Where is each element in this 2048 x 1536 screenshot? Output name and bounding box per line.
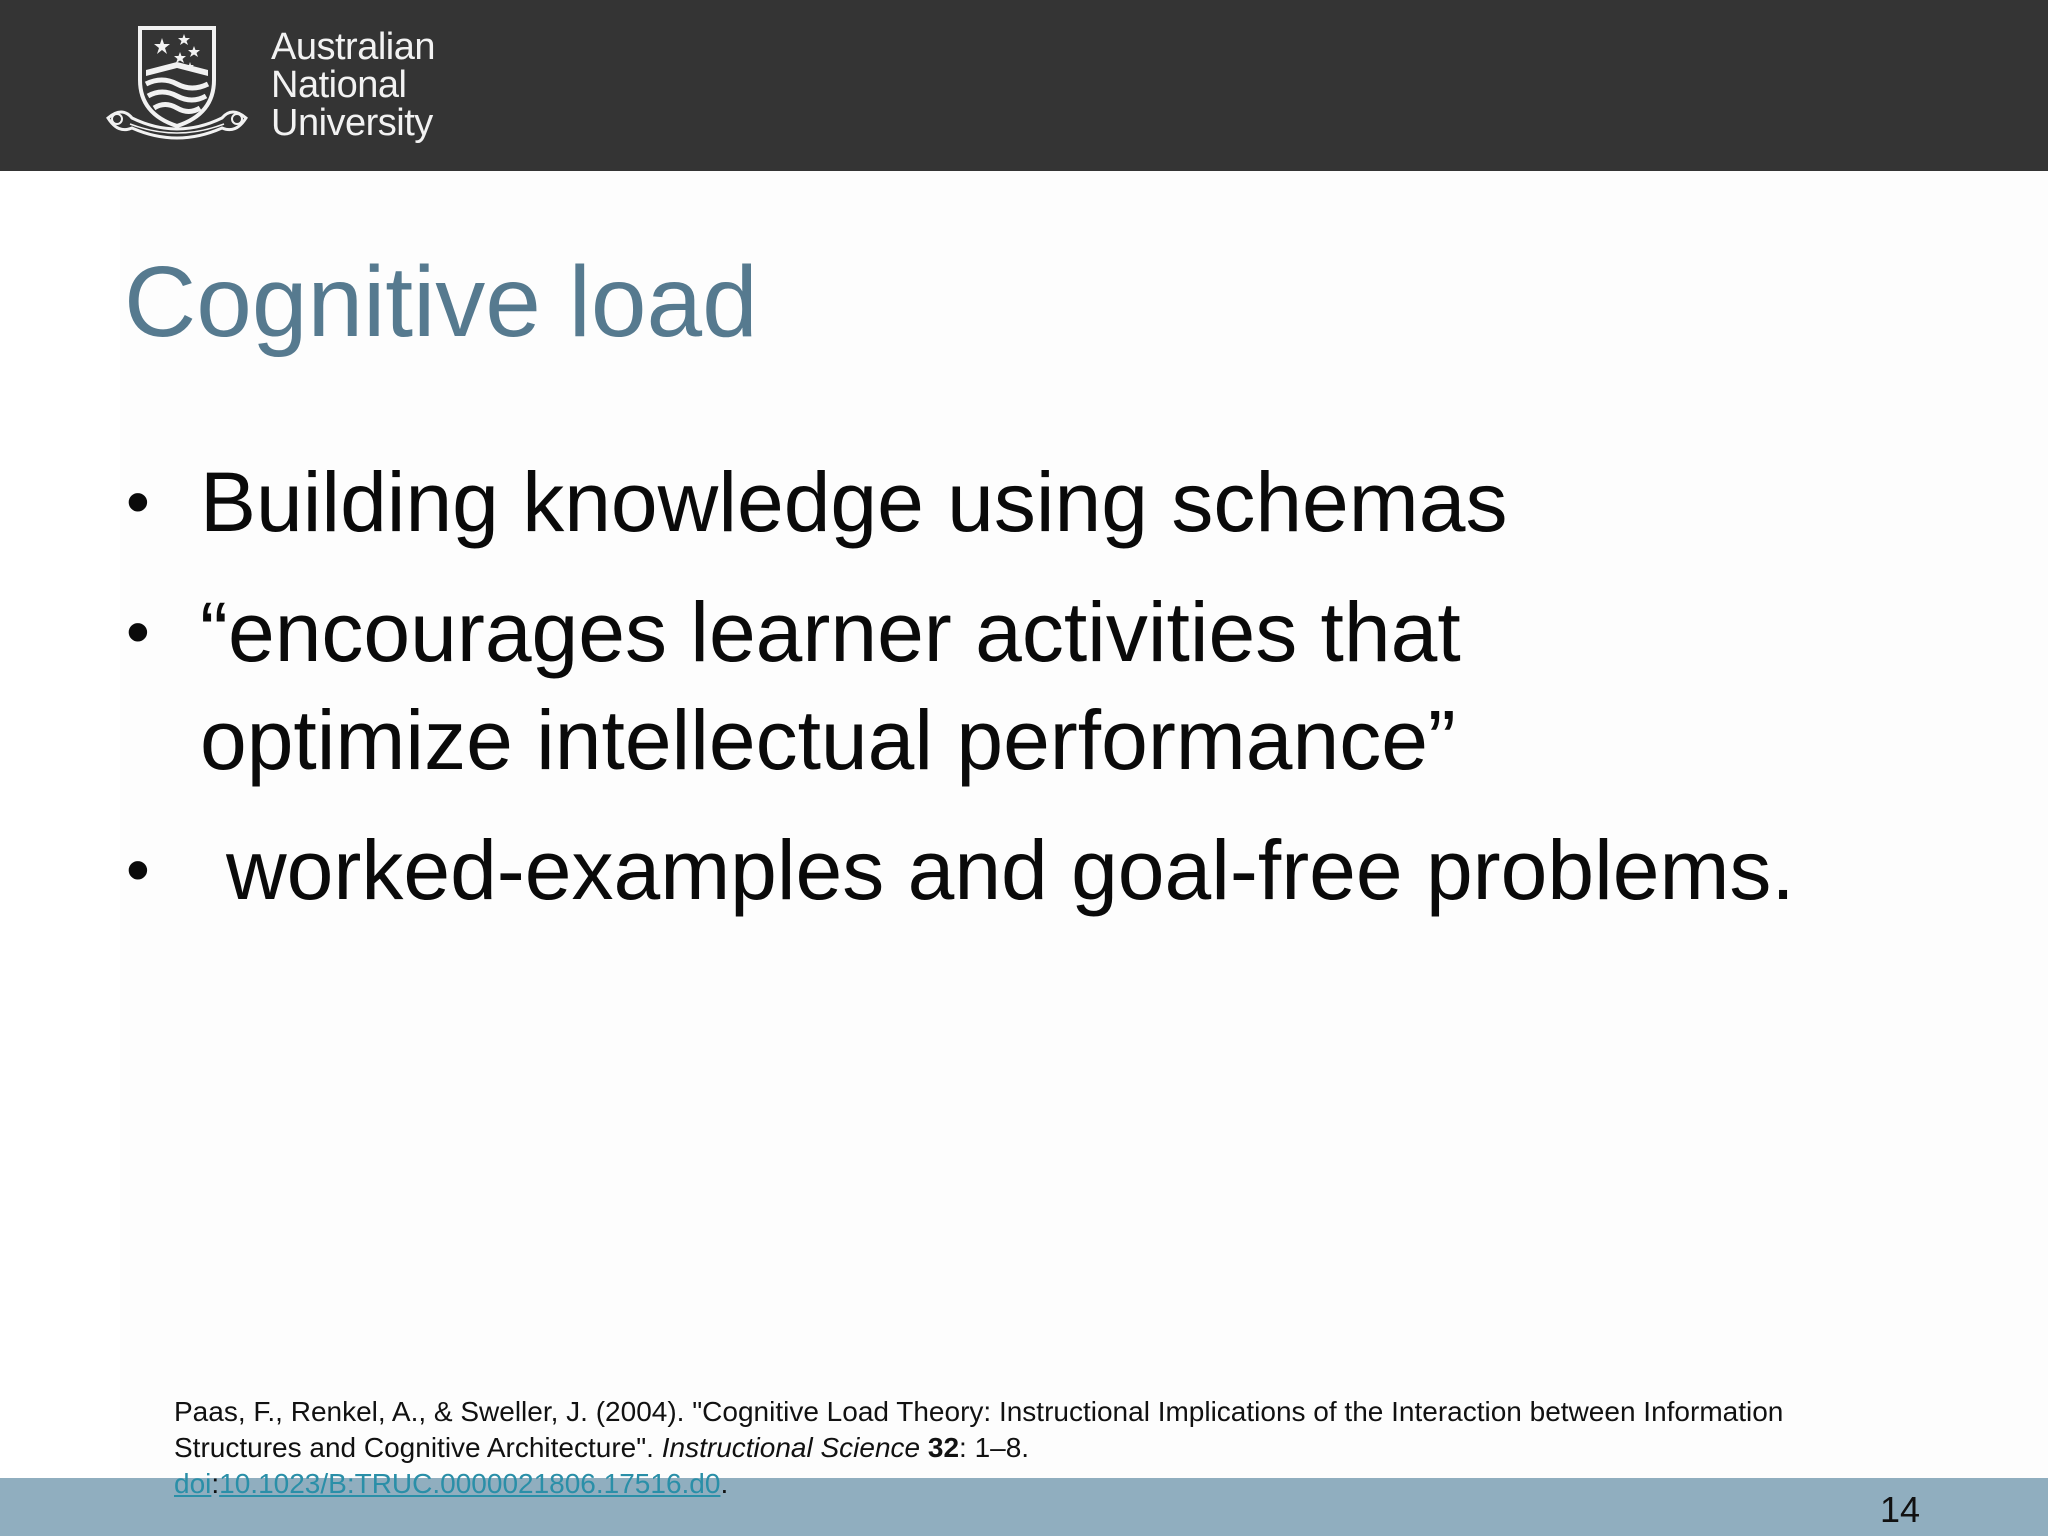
bullet-marker: • [126,464,150,540]
reference-pages: : 1–8. [959,1432,1030,1463]
university-name-line-1: Australian [271,26,435,68]
university-name-line-2: National [271,64,407,106]
bullet-marker: • [126,832,150,908]
bullet-item [124,578,2004,794]
bullet-list [124,448,2004,946]
bullet-item [124,816,2004,924]
university-name [271,28,435,142]
bullet-text: Building knowledge using schemas [200,455,1508,549]
bullet-text: worked-examples and goal-free problems. [226,823,1795,917]
doi-link[interactable]: doi [174,1468,212,1499]
doi-value-link[interactable]: 10.1023/B:TRUC.0000021806.17516.d0 [219,1468,721,1499]
reference-citation [174,1394,1874,1502]
header-bar [0,0,2048,171]
anu-crest-icon [102,22,252,146]
bullet-text: “encourages learner activities that optimize intellectual performance” [200,585,1461,787]
bullet-marker: • [126,594,150,670]
university-name-line-3: University [271,102,433,144]
bullet-item [124,448,2004,556]
reference-volume: 32 [927,1432,960,1463]
page-number: 14 [1880,1489,1921,1530]
reference-journal: Instructional Science [661,1432,921,1463]
reference-end: . [720,1468,729,1499]
doi-separator: : [211,1468,220,1499]
reference-text: Paas, F., Renkel, A., & Sweller, J. (2004). "Cognitive Load Theory: Instructional Implications of the Interaction between Information Structures and Cognitive Architecture". [174,1396,1784,1463]
slide-title: Cognitive load [124,246,758,358]
